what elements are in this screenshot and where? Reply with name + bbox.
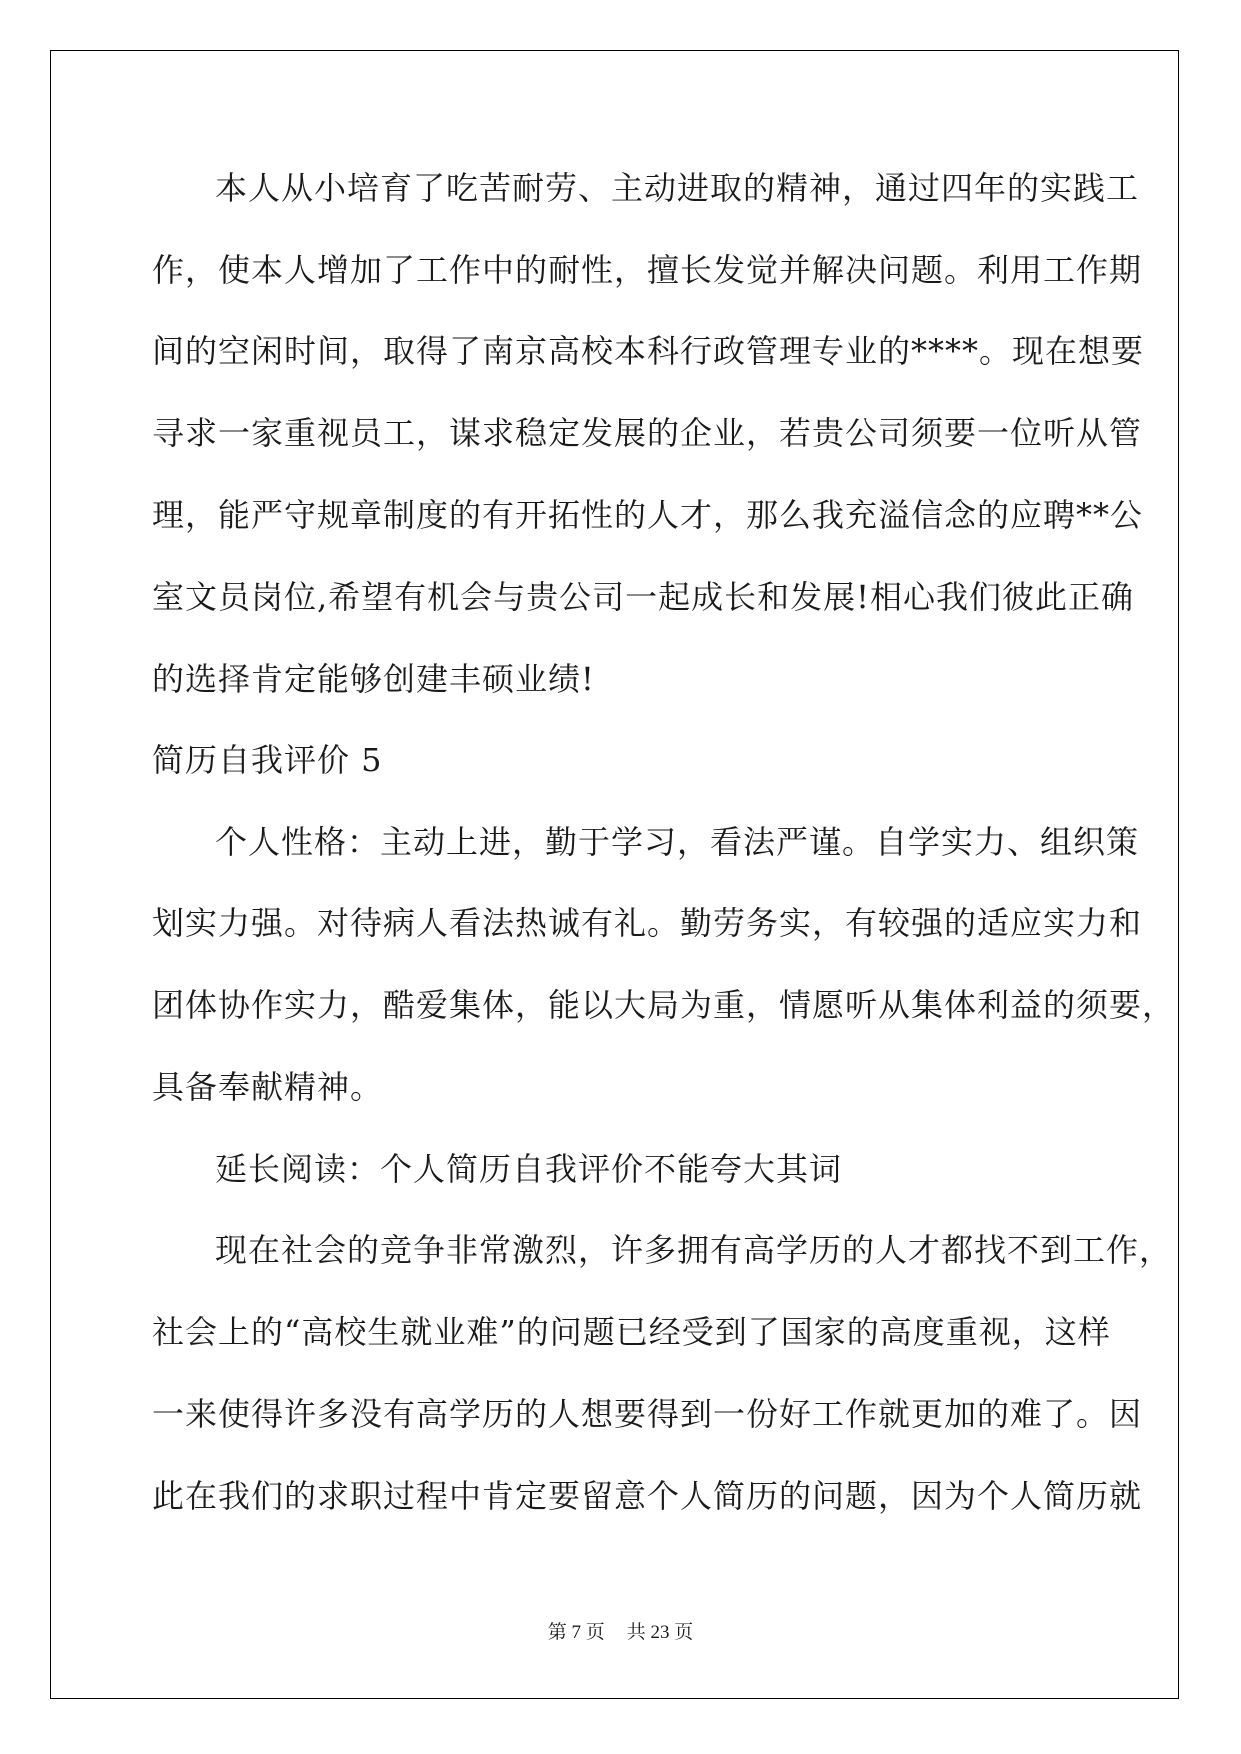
- paragraph-line: 室文员岗位,希望有机会与贵公司一起成长和发展!相心我们彼此正确: [152, 578, 1135, 616]
- paragraph-line: 此在我们的求职过程中肯定要留意个人简历的问题，因为个人简历就: [152, 1477, 1143, 1515]
- paragraph-line: 个人性格：主动上进，勤于学习，看法严谨。自学实力、组织策: [215, 823, 1140, 861]
- paragraph-line: 的选择肯定能够创建丰硕业绩!: [152, 660, 595, 698]
- paragraph-line: 划实力强。对待病人看法热诚有礼。勤劳务实，有较强的适应实力和: [152, 904, 1143, 942]
- page-total: 共 23 页: [626, 1622, 694, 1643]
- page-footer: [0, 1617, 1241, 1644]
- paragraph-line: 寻求一家重视员工，谋求稳定发展的企业，若贵公司须要一位听从管: [152, 414, 1143, 452]
- paragraph-line: 本人从小培育了吃苦耐劳、主动进取的精神，通过四年的实践工: [215, 169, 1140, 207]
- paragraph-line: 现在社会的竞争非常激烈，许多拥有高学历的人才都找不到工作，: [215, 1231, 1173, 1269]
- paragraph-line: 间的空闲时间，取得了南京高校本科行政管理专业的****。现在想要: [152, 332, 1145, 370]
- paragraph-line: 延长阅读：个人简历自我评价不能夸大其词: [215, 1150, 843, 1188]
- paragraph-line: 理，能严守规章制度的有开拓性的人才，那么我充溢信念的应聘**公: [152, 496, 1144, 534]
- page-number: 第 7 页: [547, 1622, 605, 1643]
- paragraph-line: 具备奉献精神。: [152, 1068, 384, 1106]
- paragraph-line: 一来使得许多没有高学历的人想要得到一份好工作就更加的难了。因: [152, 1395, 1143, 1433]
- page-border: [50, 50, 1179, 1699]
- section-heading: 简历自我评价 5: [152, 741, 383, 779]
- paragraph-line: 作，使本人增加了工作中的耐性，擅长发觉并解决问题。利用工作期: [152, 251, 1143, 289]
- paragraph-line: 社会上的“高校生就业难”的问题已经受到了国家的高度重视，这样: [152, 1313, 1111, 1351]
- paragraph-line: 团体协作实力，酷爱集体，能以大局为重，情愿听从集体利益的须要，: [152, 986, 1176, 1024]
